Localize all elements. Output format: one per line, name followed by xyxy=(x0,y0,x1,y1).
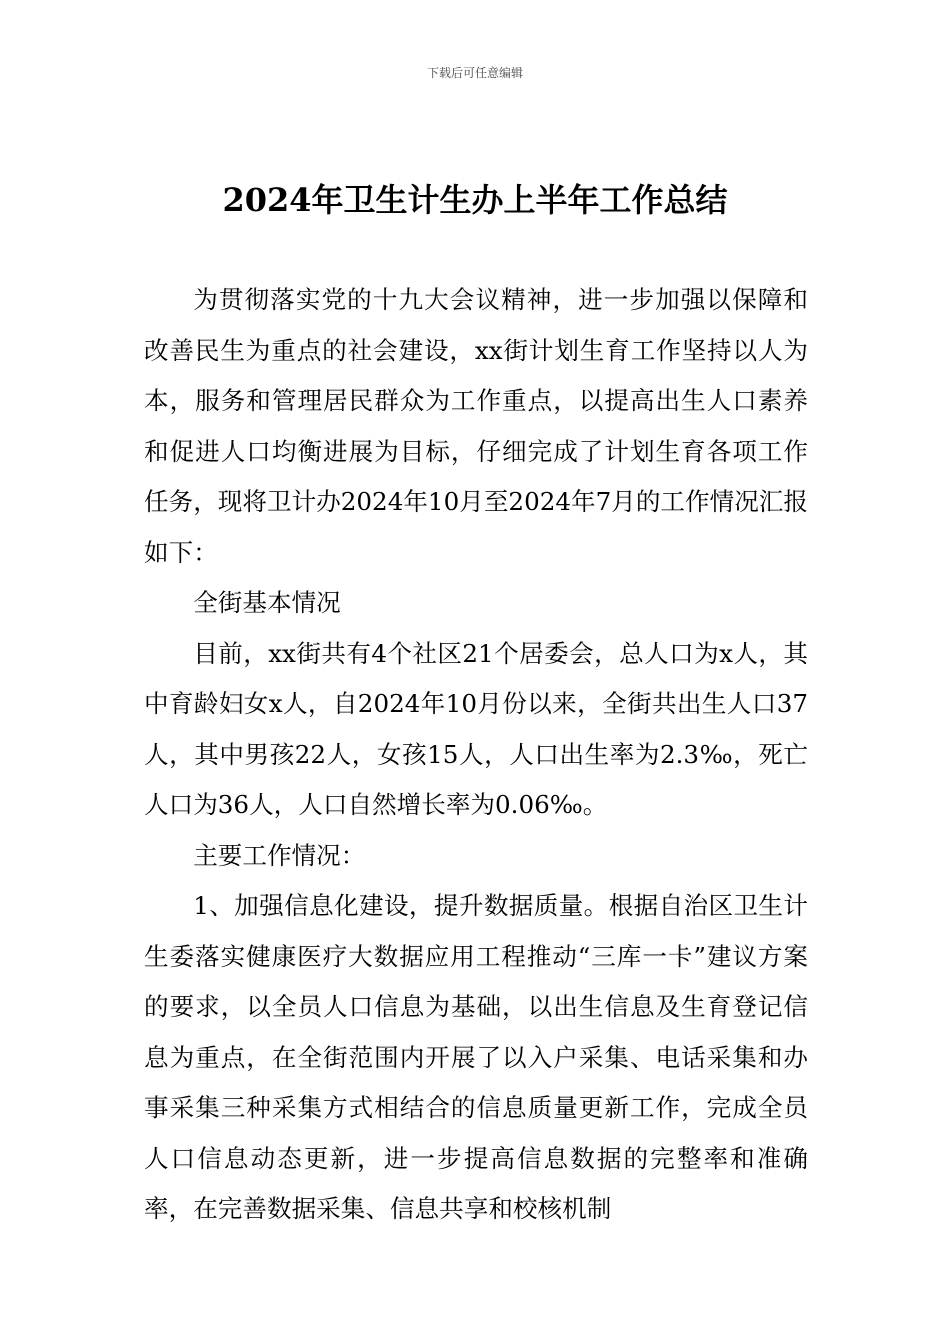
header-note: 下载后可任意编辑 xyxy=(426,66,523,80)
section-heading-main-work: 主要工作情况： xyxy=(193,840,366,870)
paragraph-basic-situation: 目前，xx街共有4个社区21个居委会，总人口为x人，其中育龄妇女x人，自2024年10月份以来，全街共出生人口37人，其中男孩22人，女孩15人，人口出生率为2.3‰，死亡人口为36人，人口自然增长率为0.06‰。 xyxy=(144,638,808,819)
paragraph-work-item-1: 1、加强信息化建设，提升数据质量。根据自治区卫生计生委落实健康医疗大数据应用工程推动“三库一卡”建议方案的要求，以全员人口信息为基础，以出生信息及生育登记信息为重点，在全街范围内开展了以入户采集、电话采集和办事采集三种采集方式相结合的信息质量更新工作，完成全员人口信息动态更新，进一步提高信息数据的完整率和准确率，在完善数据采集、信息共享和校核机制 xyxy=(144,891,808,1223)
paragraph-intro: 为贯彻落实党的十九大会议精神，进一步加强以保障和改善民生为重点的社会建设，xx街计划生育工作坚持以人为本，服务和管理居民群众为工作重点，以提高出生人口素养和促进人口均衡进展为目标，仔细完成了计划生育各项工作任务，现将卫计办2024年10月至2024年7月的工作情况汇报如下： xyxy=(144,285,808,567)
section-heading-basic-situation: 全街基本情况 xyxy=(193,588,341,617)
document-title: 2024年卫生计生办上半年工作总结 xyxy=(222,181,728,219)
document-body xyxy=(144,275,808,1235)
